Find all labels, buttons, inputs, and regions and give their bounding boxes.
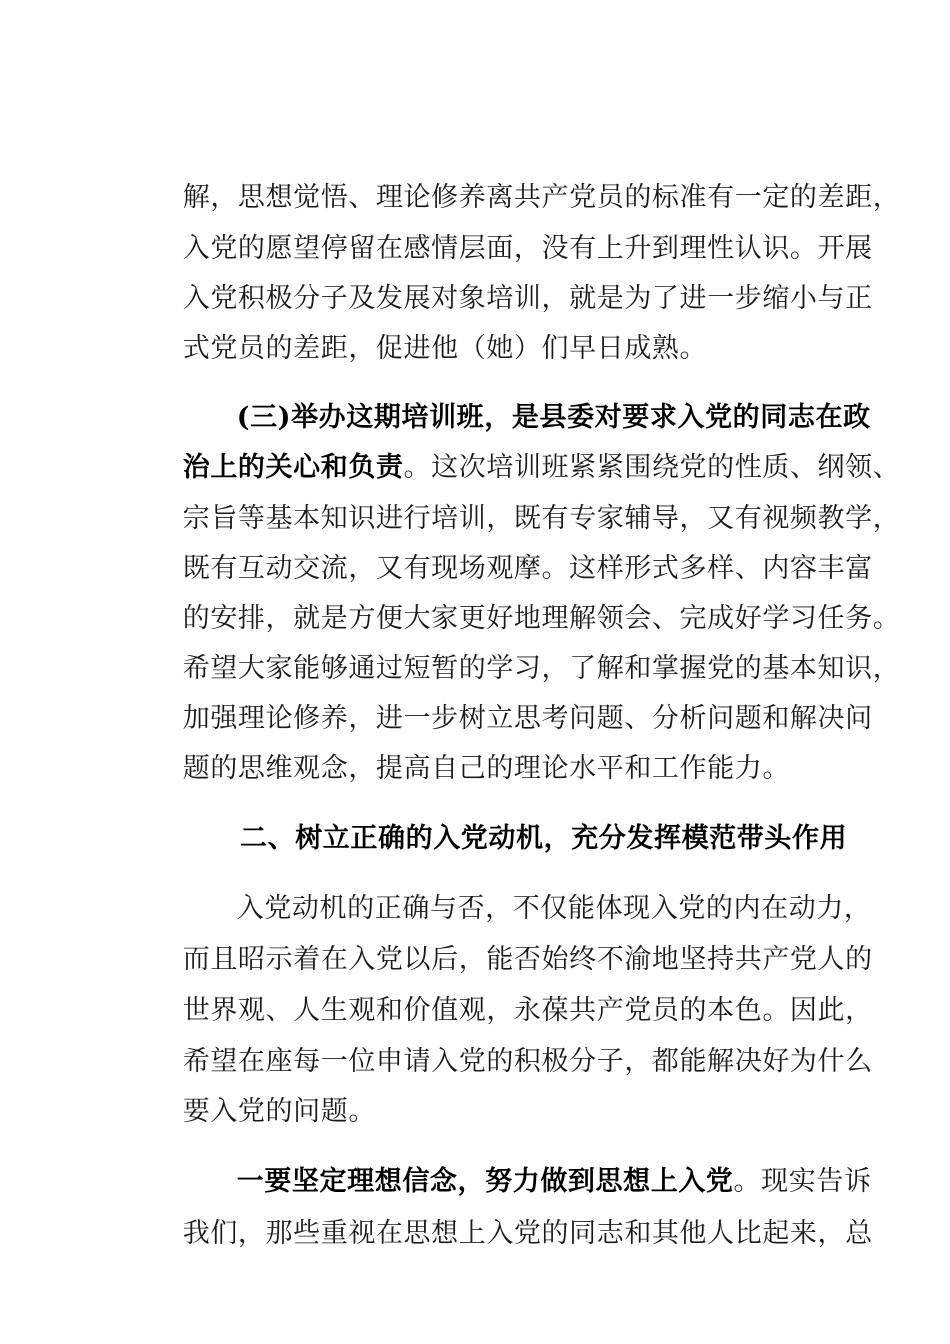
paragraph-line — [146, 177, 950, 264]
line-text: 题的思维观念，提高自己的理论水平和工作能力。 — [182, 753, 790, 784]
line-text: 希望在座每一位申请入党的积极分子，都能解决好为什么 — [182, 1046, 873, 1077]
line-text: 式党员的差距，促进他（她）们早日成熟。 — [182, 333, 708, 364]
line-text: 解，思想觉悟、理论修养离共产党员的标准有一定的差距， — [182, 182, 901, 213]
section-heading — [200, 767, 950, 854]
line-text: 。现实告诉 — [733, 1166, 872, 1197]
paragraph-line — [200, 1110, 950, 1197]
line-text: 入党动机的正确与否，不仅能体现入党的内在动力， — [236, 893, 872, 924]
line-text: 的安排，就是方便大家更好地理解领会、完成好学习任务。 — [182, 603, 901, 634]
line-text: 入党的愿望停留在感情层面，没有上升到理性认识。开展 — [182, 233, 873, 264]
line-text: 宗旨等基本知识进行培训，既有专家辅导，又有视频教学， — [182, 503, 901, 534]
paragraph-line — [146, 888, 950, 975]
paragraph-line — [146, 647, 950, 734]
line-text: 要入党的问题。 — [182, 1096, 376, 1127]
subheading-line — [200, 346, 950, 433]
subheading-bold-text: 治上的关心和负责 — [182, 452, 404, 483]
subheading-bold-text: (三)举办这期培训班，是县委对要求入党的同志在政 — [236, 402, 871, 433]
paragraph-line — [146, 277, 950, 364]
line-text: 世界观、人生观和价值观，永葆共产党员的本色。因此， — [182, 995, 873, 1026]
paragraph-line — [200, 837, 950, 924]
paragraph-line — [146, 396, 950, 483]
line-text: 。这次培训班紧紧围绕党的性质、纲领、 — [403, 452, 901, 483]
paragraph-line — [146, 1162, 950, 1249]
paragraph-line — [146, 990, 950, 1077]
paragraph-line — [146, 939, 950, 1026]
paragraph-line — [146, 126, 950, 213]
line-text: 既有互动交流，又有现场观摩。这样形式多样、内容丰富 — [182, 553, 873, 584]
paragraph-line — [146, 697, 950, 784]
section-heading-text: 二、树立正确的入党动机，充分发挥模范带头作用 — [240, 823, 848, 854]
paragraph-line — [146, 497, 950, 584]
paragraph-line — [146, 447, 950, 534]
subheading-bold-text: 一要坚定理想信念，努力做到思想上入党 — [236, 1166, 734, 1197]
line-text: 我们，那些重视在思想上入党的同志和其他人比起来，总 — [182, 1218, 873, 1249]
line-text: 希望大家能够通过短暂的学习，了解和掌握党的基本知识， — [182, 653, 901, 684]
line-text: 加强理论修养，进一步树立思考问题、分析问题和解决问 — [182, 703, 873, 734]
line-text: 而且昭示着在入党以后，能否始终不渝地坚持共产党人的 — [182, 944, 873, 975]
paragraph-line — [146, 547, 950, 634]
line-text: 入党积极分子及发展对象培训，就是为了进一步缩小与正 — [182, 283, 873, 314]
paragraph-line — [146, 597, 950, 684]
paragraph-line — [146, 1040, 950, 1127]
paragraph-line — [146, 227, 950, 314]
